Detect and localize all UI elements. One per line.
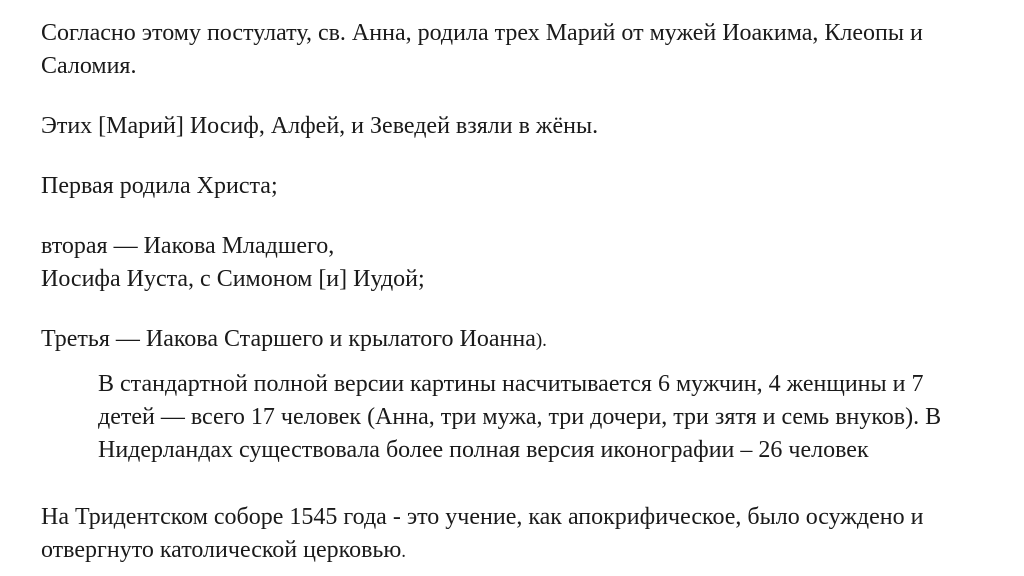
paragraph-anna-three-marys bbox=[41, 17, 923, 83]
note-iconography bbox=[98, 368, 941, 467]
note-line: В стандартной полной версии картины насчитывается 6 мужчин, 4 женщины и 7 bbox=[98, 371, 924, 397]
paragraph-husbands bbox=[41, 110, 598, 143]
note-line: Нидерландах существовала более полная версия иконографии – 26 человек bbox=[98, 437, 869, 463]
paragraph-line: На Тридентском соборе 1545 года - это учение, как апокрифическое, было осуждено и bbox=[41, 504, 924, 530]
paragraph-text: Третья — Иакова Старшего и крылатого Иоанна bbox=[41, 326, 536, 352]
paragraph-third-mary bbox=[41, 323, 547, 357]
paragraph-line: Саломия. bbox=[41, 53, 137, 79]
paragraph-tail: ). bbox=[535, 330, 547, 351]
paragraph-tail: . bbox=[401, 541, 407, 562]
paragraph-first-mary bbox=[41, 170, 278, 203]
paragraph-line: Согласно этому постулату, св. Анна, родила трех Марий от мужей Иоакима, Клеопы и bbox=[41, 20, 923, 46]
note-line: детей — всего 17 человек (Анна, три мужа, три дочери, три зятя и семь внуков). В bbox=[98, 404, 942, 430]
paragraph-line: вторая — Иакова Младшего, bbox=[41, 233, 335, 259]
paragraph-line: Первая родила Христа; bbox=[41, 173, 278, 199]
paragraph-text: отвергнуто католической церковью bbox=[41, 537, 402, 563]
paragraph-line: Этих [Марий] Иосиф, Алфей, и Зеведей взяли в жёны. bbox=[41, 113, 599, 139]
paragraph-council-of-trent bbox=[41, 501, 923, 568]
paragraph-line: Иосифа Иуста, с Симоном [и] Иудой; bbox=[41, 266, 425, 292]
paragraph-line bbox=[41, 534, 923, 568]
paragraph-second-mary bbox=[41, 230, 425, 296]
